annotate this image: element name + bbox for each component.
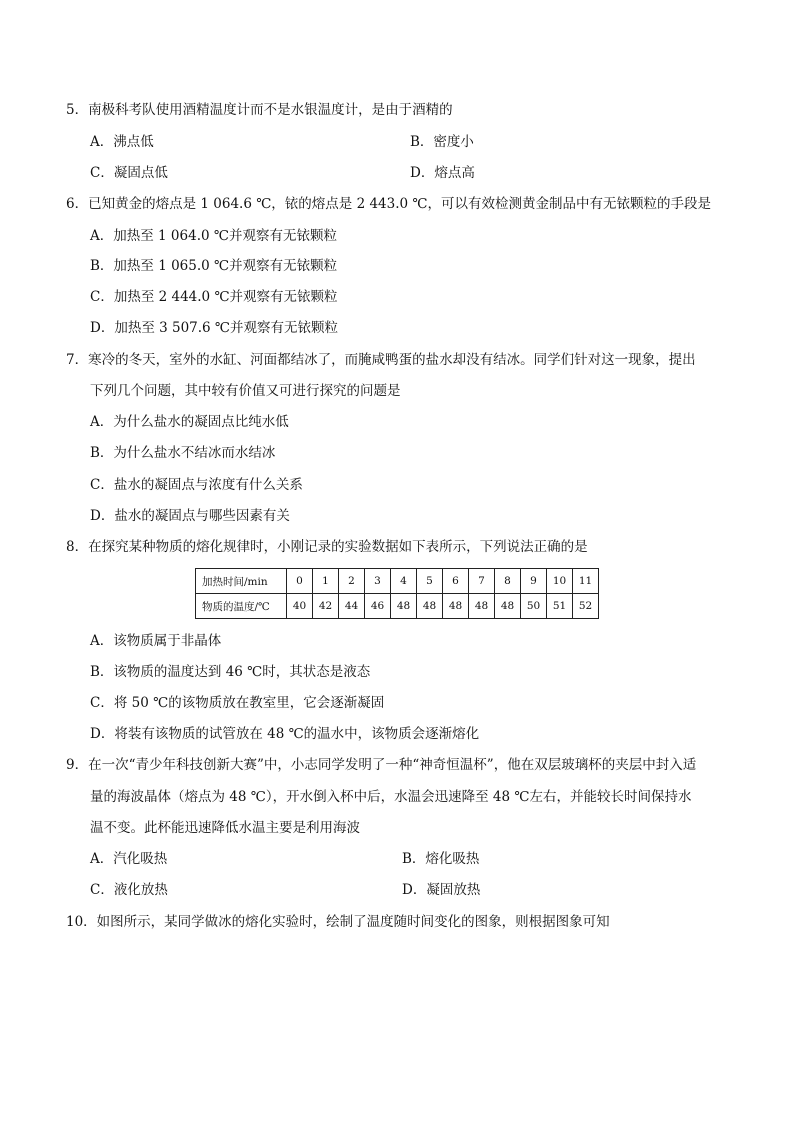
- table-cell: 8: [495, 569, 521, 594]
- table-cell: 52: [573, 594, 599, 619]
- table-cell: 48: [495, 594, 521, 619]
- table-cell: 5: [417, 569, 443, 594]
- table-cell: 50: [521, 594, 547, 619]
- question-9-stem-line-2: 量的海波晶体（熔点为 48 ℃），开水倒入杯中后，水温会迅速降至 48 ℃左右，并能较长时间保持水: [90, 789, 692, 805]
- table-cell: 4: [391, 569, 417, 594]
- question-5-stem: 5．南极科考队使用酒精温度计而不是水银温度计，是由于酒精的: [66, 102, 453, 118]
- table-cell: 51: [547, 594, 573, 619]
- question-7-option-b[interactable]: B．为什么盐水不结冰而水结冰: [90, 445, 276, 461]
- question-7-option-a[interactable]: A．为什么盐水的凝固点比纯水低: [90, 414, 289, 430]
- table-cell: 46: [365, 594, 391, 619]
- table-cell: 2: [339, 569, 365, 594]
- question-9-option-a[interactable]: A．汽化吸热: [90, 851, 168, 867]
- table-cell: 0: [287, 569, 313, 594]
- table-cell: 10: [547, 569, 573, 594]
- question-8-option-c[interactable]: C．将 50 ℃的该物质放在教室里，它会逐渐凝固: [90, 695, 385, 711]
- question-6-option-a[interactable]: A．加热至 1 064.0 ℃并观察有无铱颗粒: [90, 228, 337, 244]
- table-cell: 1: [313, 569, 339, 594]
- table-cell: 48: [391, 594, 417, 619]
- question-9-stem-line-1: 9．在一次“青少年科技创新大赛”中，小志同学发明了一种“神奇恒温杯”，他在双层玻璃杯的夹层中封入适: [66, 757, 697, 773]
- question-6-stem: 6．已知黄金的熔点是 1 064.6 ℃，铱的熔点是 2 443.0 ℃，可以有效检测黄金制品中有无铱颗粒的手段是: [66, 196, 712, 212]
- question-10-stem: 10．如图所示，某同学做冰的熔化实验时，绘制了温度随时间变化的图象，则根据图象可知: [66, 914, 610, 930]
- question-5-option-c[interactable]: C．凝固点低: [90, 165, 168, 181]
- question-7-option-c[interactable]: C．盐水的凝固点与浓度有什么关系: [90, 477, 303, 493]
- table-cell: 42: [313, 594, 339, 619]
- table-cell: 7: [469, 569, 495, 594]
- question-9-option-c[interactable]: C．液化放热: [90, 882, 168, 898]
- question-9-stem-line-3: 温不变。此杯能迅速降低水温主要是利用海波: [90, 820, 360, 836]
- table-cell: 40: [287, 594, 313, 619]
- question-8-option-b[interactable]: B．该物质的温度达到 46 ℃时，其状态是液态: [90, 664, 371, 680]
- question-9-option-b[interactable]: B．熔化吸热: [402, 851, 480, 867]
- table-cell: 48: [469, 594, 495, 619]
- table-row-time: [196, 569, 599, 594]
- question-9-option-d[interactable]: D．凝固放热: [402, 882, 481, 898]
- question-6-option-d[interactable]: D．加热至 3 507.6 ℃并观察有无铱颗粒: [90, 320, 339, 336]
- question-7-stem-line-2: 下列几个问题，其中较有价值又可进行探究的问题是: [90, 383, 401, 399]
- question-6-option-c[interactable]: C．加热至 2 444.0 ℃并观察有无铱颗粒: [90, 289, 338, 305]
- table-cell: 6: [443, 569, 469, 594]
- row-label-temperature: 物质的温度/℃: [196, 594, 287, 619]
- table-cell: 9: [521, 569, 547, 594]
- melting-data-table: [195, 568, 599, 619]
- question-7-stem-line-1: 7．寒冷的冬天，室外的水缸、河面都结冰了，而腌咸鸭蛋的盐水却没有结冰。同学们针对这一现象，提出: [66, 352, 696, 368]
- table-cell: 48: [443, 594, 469, 619]
- table-cell: 44: [339, 594, 365, 619]
- question-8-option-a[interactable]: A．该物质属于非晶体: [90, 633, 222, 649]
- question-6-option-b[interactable]: B．加热至 1 065.0 ℃并观察有无铱颗粒: [90, 258, 338, 274]
- table-cell: 11: [573, 569, 599, 594]
- question-8-option-d[interactable]: D．将装有该物质的试管放在 48 ℃的温水中，该物质会逐渐熔化: [90, 726, 480, 742]
- table-cell: 3: [365, 569, 391, 594]
- question-8-stem: 8．在探究某种物质的熔化规律时，小刚记录的实验数据如下表所示，下列说法正确的是: [66, 539, 588, 555]
- table-cell: 48: [417, 594, 443, 619]
- question-5-option-b[interactable]: B．密度小: [410, 134, 474, 150]
- question-7-option-d[interactable]: D．盐水的凝固点与哪些因素有关: [90, 508, 290, 524]
- question-5-option-d[interactable]: D．熔点高: [410, 165, 475, 181]
- table-row-temperature: [196, 594, 599, 619]
- row-label-time: 加热时间/min: [196, 569, 287, 594]
- question-5-option-a[interactable]: A．沸点低: [90, 134, 154, 150]
